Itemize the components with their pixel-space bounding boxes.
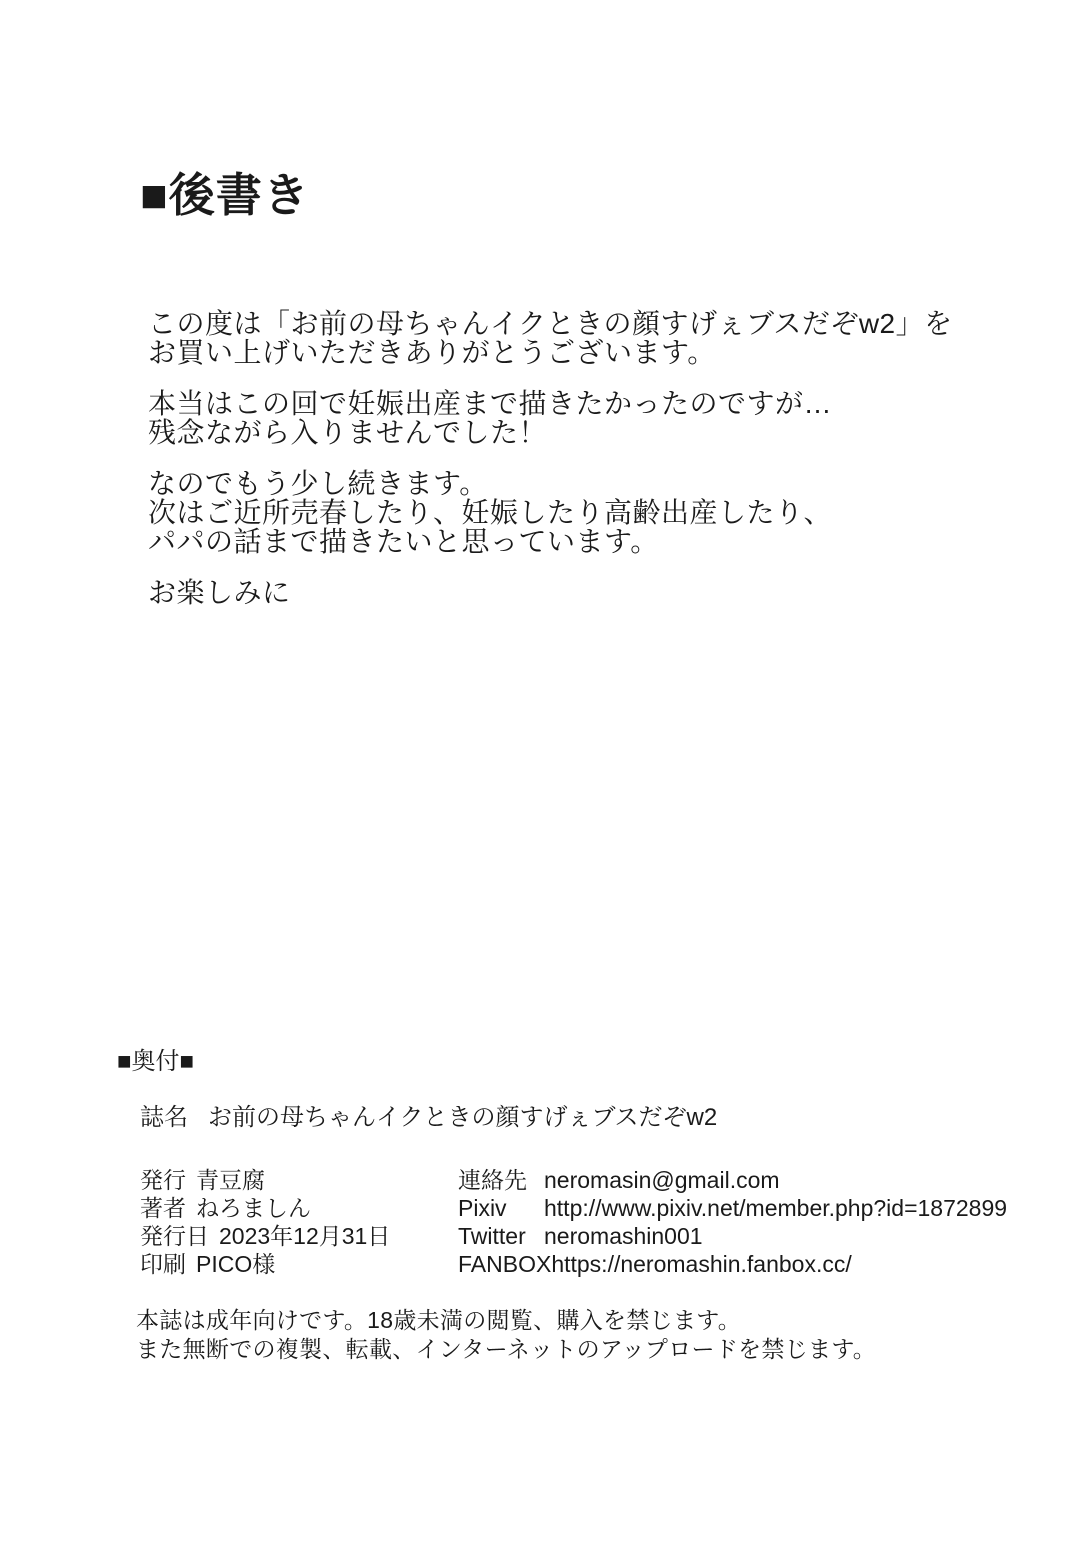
printer-label: 印刷 [140, 1251, 186, 1277]
twitter-handle: neromashin001 [544, 1223, 703, 1249]
author-label: 著者 [140, 1195, 186, 1221]
publisher-value: 青豆腐 [196, 1167, 265, 1193]
adult-notice [136, 1306, 876, 1364]
text-line: 次はご近所売春したり、妊娠したり高齢出産したり、 [148, 497, 833, 528]
fanbox-url: https://neromashin.fanbox.cc/ [551, 1251, 852, 1277]
book-title-value: お前の母ちゃんイクときの顔すげぇブスだぞw2 [208, 1104, 718, 1131]
contact-row [458, 1166, 1007, 1194]
afterword-heading: ■後書き [140, 169, 310, 221]
paragraph-look-forward [148, 578, 953, 607]
colophon-right-column [458, 1166, 1007, 1278]
pixiv-label: Pixiv [458, 1195, 507, 1221]
text-line: お買い上げいただきありがとうございます。 [148, 337, 716, 368]
text-line: 残念ながら入りませんでした！ [148, 417, 548, 448]
fanbox-label: FANBOX [458, 1251, 552, 1277]
notice-line-no-reproduction: また無断での複製、転載、インターネットのアップロードを禁じます。 [136, 1336, 877, 1362]
fanbox-row [458, 1250, 1007, 1278]
publisher-label: 発行 [140, 1167, 186, 1193]
publish-date-row [140, 1222, 390, 1250]
book-title-label: 誌名 [140, 1104, 188, 1131]
notice-line-age-restriction: 本誌は成年向けです。18歳未満の閲覧、購入を禁じます。 [136, 1307, 742, 1333]
printer-value: PICO様 [196, 1251, 276, 1277]
paragraph-regret [148, 389, 953, 447]
publisher-row [140, 1166, 390, 1194]
text-line: パパの話まで描きたいと思っています。 [148, 526, 659, 557]
afterword-body [148, 309, 953, 607]
book-title-row [140, 1105, 717, 1131]
twitter-row [458, 1222, 1007, 1250]
contact-email: neromasin@gmail.com [544, 1167, 780, 1193]
pixiv-url: http://www.pixiv.net/member.php?id=1872899 [544, 1195, 1008, 1221]
twitter-label: Twitter [458, 1223, 526, 1249]
printer-row [140, 1250, 390, 1278]
colophon-heading: ■奥付■ [117, 1048, 194, 1075]
paragraph-next-plans [148, 469, 953, 556]
text-line: お楽しみに [148, 577, 291, 608]
text-line: この度は「お前の母ちゃんイクときの顔すげぇブスだぞw2」を [148, 308, 953, 339]
text-line: なのでもう少し続きます。 [148, 468, 488, 499]
colophon-left-column [140, 1166, 390, 1278]
contact-label: 連絡先 [458, 1167, 527, 1193]
author-value: ねろましん [196, 1195, 311, 1221]
paragraph-thanks [148, 309, 953, 367]
text-line: 本当はこの回で妊娠出産まで描きたかったのですが… [148, 388, 833, 419]
pixiv-row [458, 1194, 1007, 1222]
publish-date-value: 2023年12月31日 [219, 1223, 391, 1249]
author-row [140, 1194, 390, 1222]
publish-date-label: 発行日 [140, 1223, 209, 1249]
